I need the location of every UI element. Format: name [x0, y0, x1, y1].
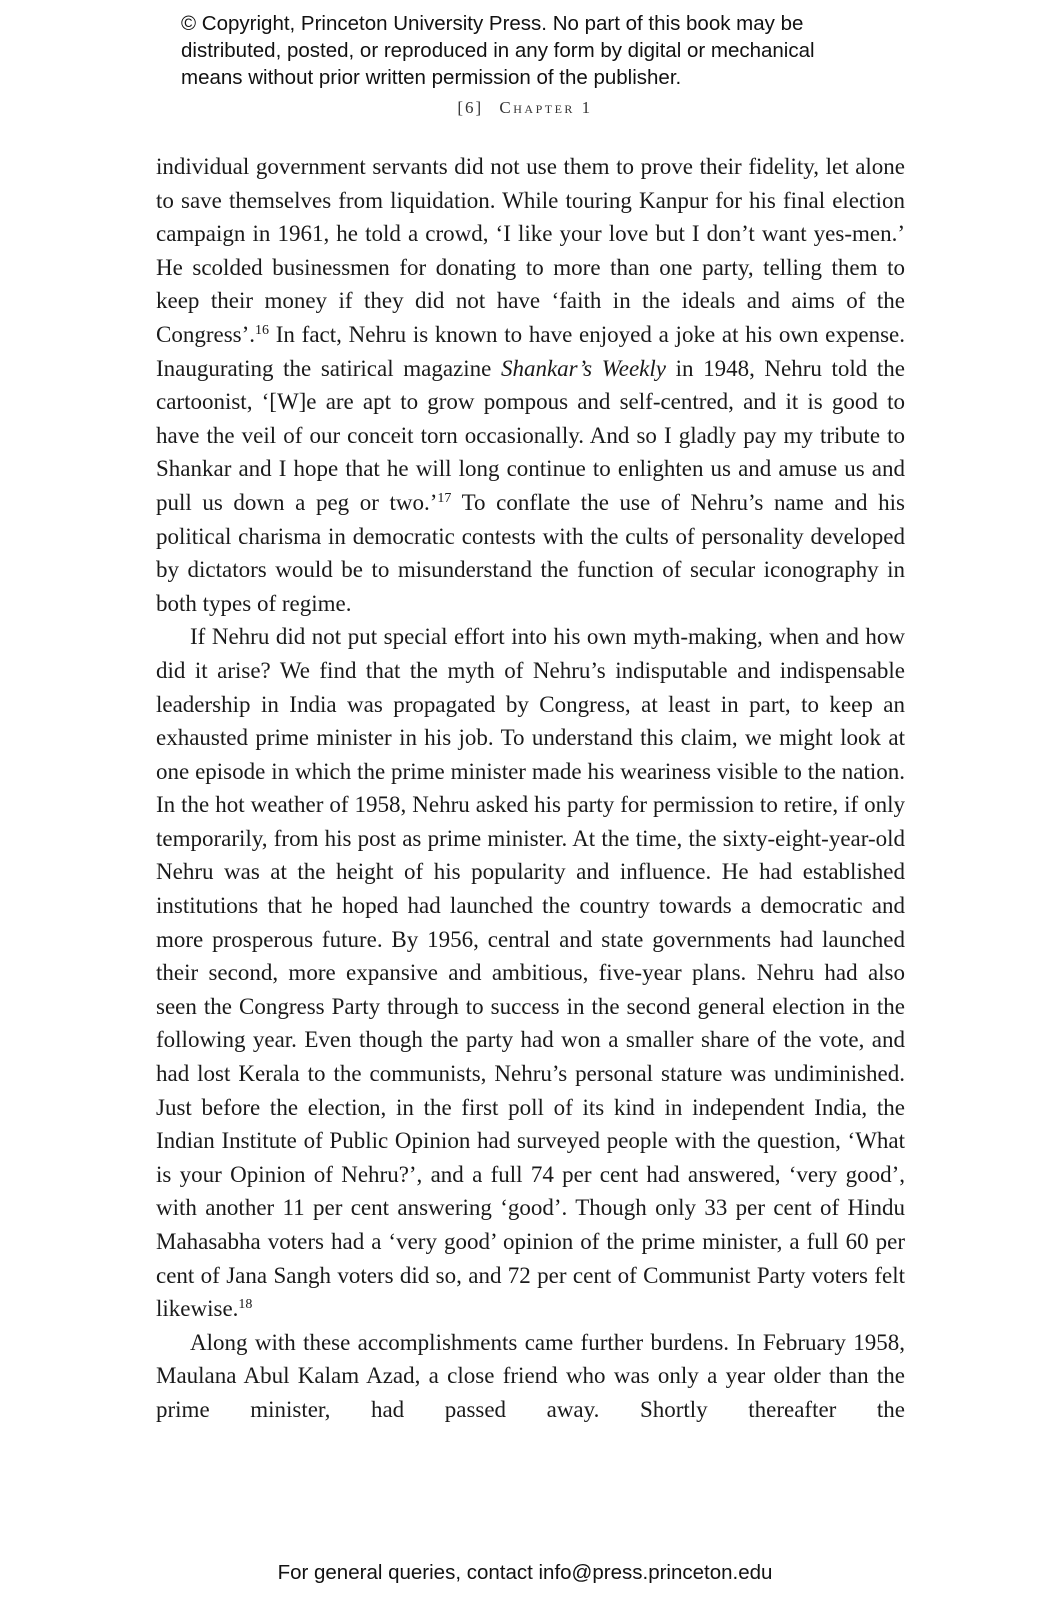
footnote-marker: 17	[437, 490, 452, 506]
copyright-line: distributed, posted, or reproduced in any form by digital or mechanical	[181, 39, 815, 62]
paragraph-text: If Nehru did not put special effort into his own myth-making, when and how did it arise? We find that the myth of Nehru’s indisputable and indispensable leadership in India was propagated by Congress, at least in part, to keep an exhausted prime minister in his job. To understand this claim, we might look at one episode in which the prime minister made his weariness visible to the nation. In the hot weather of 1958, Nehru asked his party for permission to retire, if only temporarily, from his post as prime minister. At the time, the sixty-eight-year-old Nehru was at the height of his popularity and influence. He had established institutions that he hoped had launched the country towards a democratic and more prosperous future. By 1956, central and state governments had launched their second, more expansive and ambitious, five-year plans. Nehru had also seen the Congress Party through to success in the second general election in the following year. Even though the party had won a smaller share of the vote, and had lost Kerala to the communists, Nehru’s personal stature was undiminished. Just before the election, in the first poll of its kind in independent India, the Indian Institute of Public Opinion had surveyed people with the question, ‘What is your Opinion of Nehru?’, and a full 74 per cent had answered, ‘very good’, with another 11 per cent answering ‘good’. Though only 33 per cent of Hindu Mahasabha voters had a ‘very good’ opinion of the prime minister, a full 60 per cent of Jana Sangh voters did so, and 72 per cent of Communist Party voters felt likewise.	[156, 624, 905, 1322]
paragraph-text: in 1948, Nehru told the cartoonist, ‘[W]e are apt to grow pompous and self-centred, and it is good to have the veil of our conceit torn occasionally. And so I gladly pay my tribute to Shankar and I hope that he will long continue to enlighten us and amuse us and pull us down a peg or two.’	[156, 355, 905, 515]
running-head	[0, 98, 1050, 118]
paragraph	[156, 1326, 905, 1427]
copyright-notice	[181, 10, 901, 91]
paragraph-text: In fact, Nehru is known to have enjoyed a joke at his own expense. Inaugurating the satirical magazine	[156, 321, 905, 381]
copyright-line: © Copyright, Princeton University Press. No part of this book may be	[181, 12, 804, 35]
footnote-marker: 18	[238, 1297, 253, 1313]
page-number: [6]	[457, 98, 484, 117]
paragraph-text: Along with these accomplishments came further burdens. In February 1958, Maulana Abul Kalam Azad, a close friend who was only a year older than the prime minister, had passed away. Shortly thereafter the	[156, 1329, 905, 1422]
paragraph	[156, 150, 905, 620]
chapter-label: Chapter 1	[499, 98, 593, 117]
paragraph	[156, 620, 905, 1325]
magazine-title: Shankar’s Weekly	[500, 355, 666, 381]
paragraph-text: To conflate the use of Nehru’s name and his political charisma in democratic contests with the cults of personality developed by dictators would be to misunderstand the function of secular iconography in both types of regime.	[156, 489, 905, 616]
copyright-line: means without prior written permission of the publisher.	[181, 66, 682, 89]
footnote-marker: 16	[255, 322, 270, 338]
paragraph-text: individual government servants did not use them to prove their fidelity, let alone to save themselves from liquidation. While touring Kanpur for his final election campaign in 1961, he told a crowd, ‘I like your love but I don’t want yes-men.’ He scolded businessmen for donating to more than one party, telling them to keep their money if they did not have ‘faith in the ideals and aims of the Congress’.	[156, 154, 905, 347]
footer-contact: For general queries, contact info@press.princeton.edu	[277, 1561, 773, 1584]
body-text	[156, 150, 905, 1427]
